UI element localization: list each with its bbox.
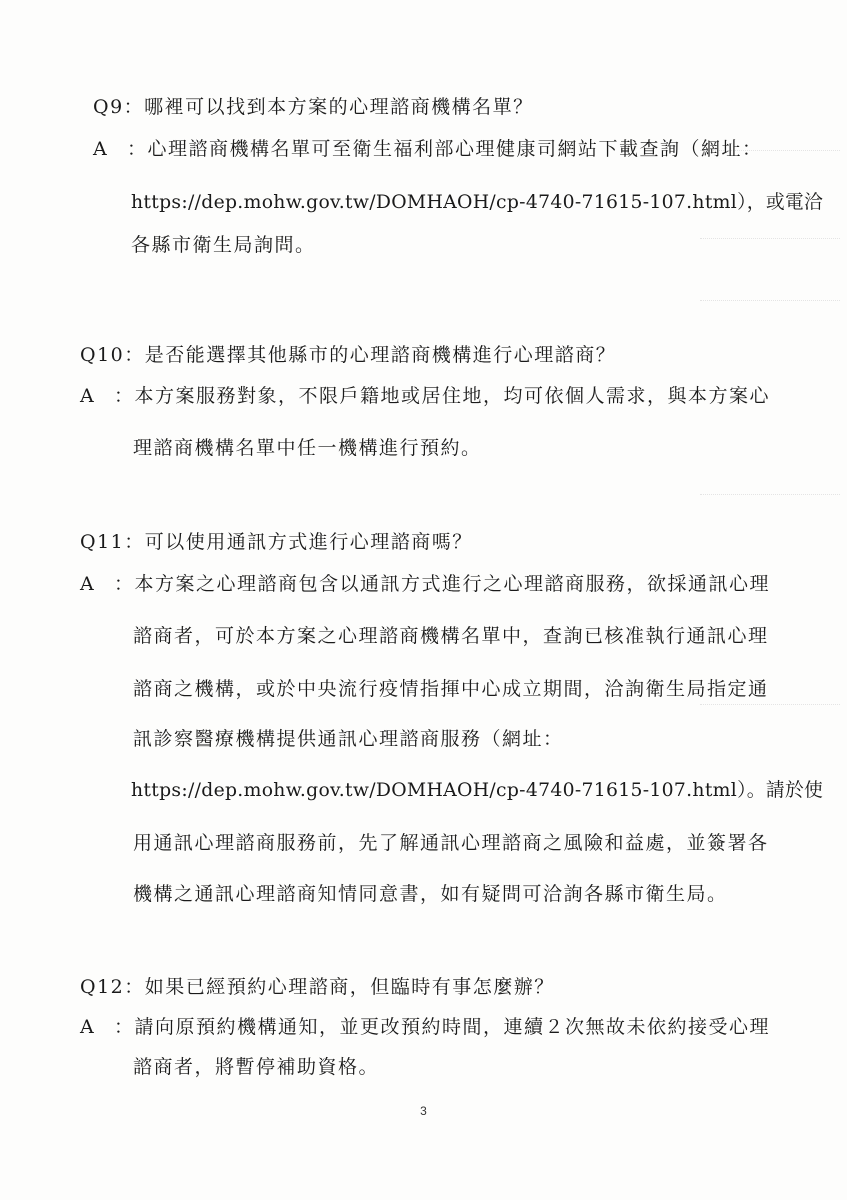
show-through-line	[700, 494, 840, 496]
q12-question-text: 如果已經預約心理諮商，但臨時有事怎麼辦？	[144, 976, 555, 998]
q11-answer-line-2: 諮商者，可於本方案之心理諮商機構名單中，查詢已核准執行通訊心理	[133, 625, 769, 647]
q10-question-text: 是否能選擇其他縣市的心理諮商機構進行心理諮商？	[144, 344, 617, 366]
q11-answer-label: A	[80, 573, 96, 595]
q9-question	[93, 95, 534, 119]
q12-answer-text-1: ：請向原預約機構通知，並更改預約時間，連續２次無故未依約接受心理	[114, 1016, 771, 1038]
show-through-line	[700, 238, 840, 240]
show-through-line	[700, 300, 840, 302]
q11-label: Q11：	[80, 531, 145, 553]
q9-answer-line-3: 各縣市衛生局詢問。	[131, 234, 316, 256]
q10-answer-label: A	[80, 385, 96, 407]
page-number: 3	[420, 1104, 427, 1118]
q12-question	[80, 975, 555, 999]
q10-label: Q10：	[80, 344, 145, 366]
q11-question-text: 可以使用通訊方式進行心理諮商嗎？	[144, 531, 473, 553]
q10-answer-line-1	[80, 384, 770, 408]
q10-answer-line-2: 理諮商機構名單中任一機構進行預約。	[133, 437, 482, 459]
q11-answer-line-4: 訊診察醫療機構提供通訊心理諮商服務（網址：	[133, 728, 564, 750]
q12-answer-line-1	[80, 1015, 770, 1039]
q11-answer-text-1: ：本方案之心理諮商包含以通訊方式進行之心理諮商服務，欲採通訊心理	[114, 573, 771, 595]
q11-answer-line-3: 諮商之機構，或於中央流行疫情指揮中心成立期間，洽詢衛生局指定通	[133, 678, 769, 700]
q12-answer-line-2: 諮商者，將暫停補助資格。	[133, 1056, 380, 1078]
q12-label: Q12：	[80, 976, 145, 998]
q10-answer-text-1: ：本方案服務對象，不限戶籍地或居住地，均可依個人需求，與本方案心	[114, 385, 771, 407]
q9-answer-label: A	[93, 138, 109, 160]
q11-answer-url-line: https://dep.mohw.gov.tw/DOMHAOH/cp-4740-71615-107.html）。請於使	[131, 779, 824, 801]
q9-answer-url-line: https://dep.mohw.gov.tw/DOMHAOH/cp-4740-71615-107.html），或電洽	[131, 191, 824, 213]
show-through-line	[700, 704, 840, 706]
q12-answer-label: A	[80, 1016, 96, 1038]
q11-answer-line-7: 機構之通訊心理諮商知情同意書，如有疑問可洽詢各縣市衛生局。	[133, 883, 728, 905]
q11-question	[80, 530, 473, 554]
q9-label: Q9：	[93, 96, 145, 118]
q9-question-text: 哪裡可以找到本方案的心理諮商機構名單？	[144, 96, 534, 118]
q9-answer-text-1: ：心理諮商機構名單可至衛生福利部心理健康司網站下載查詢（網址：	[127, 138, 763, 160]
q9-answer-line-1	[93, 137, 763, 161]
q11-answer-line-1	[80, 572, 770, 596]
q11-answer-line-6: 用通訊心理諮商服務前，先了解通訊心理諮商之風險和益處，並簽署各	[133, 832, 769, 854]
q10-question	[80, 343, 616, 367]
